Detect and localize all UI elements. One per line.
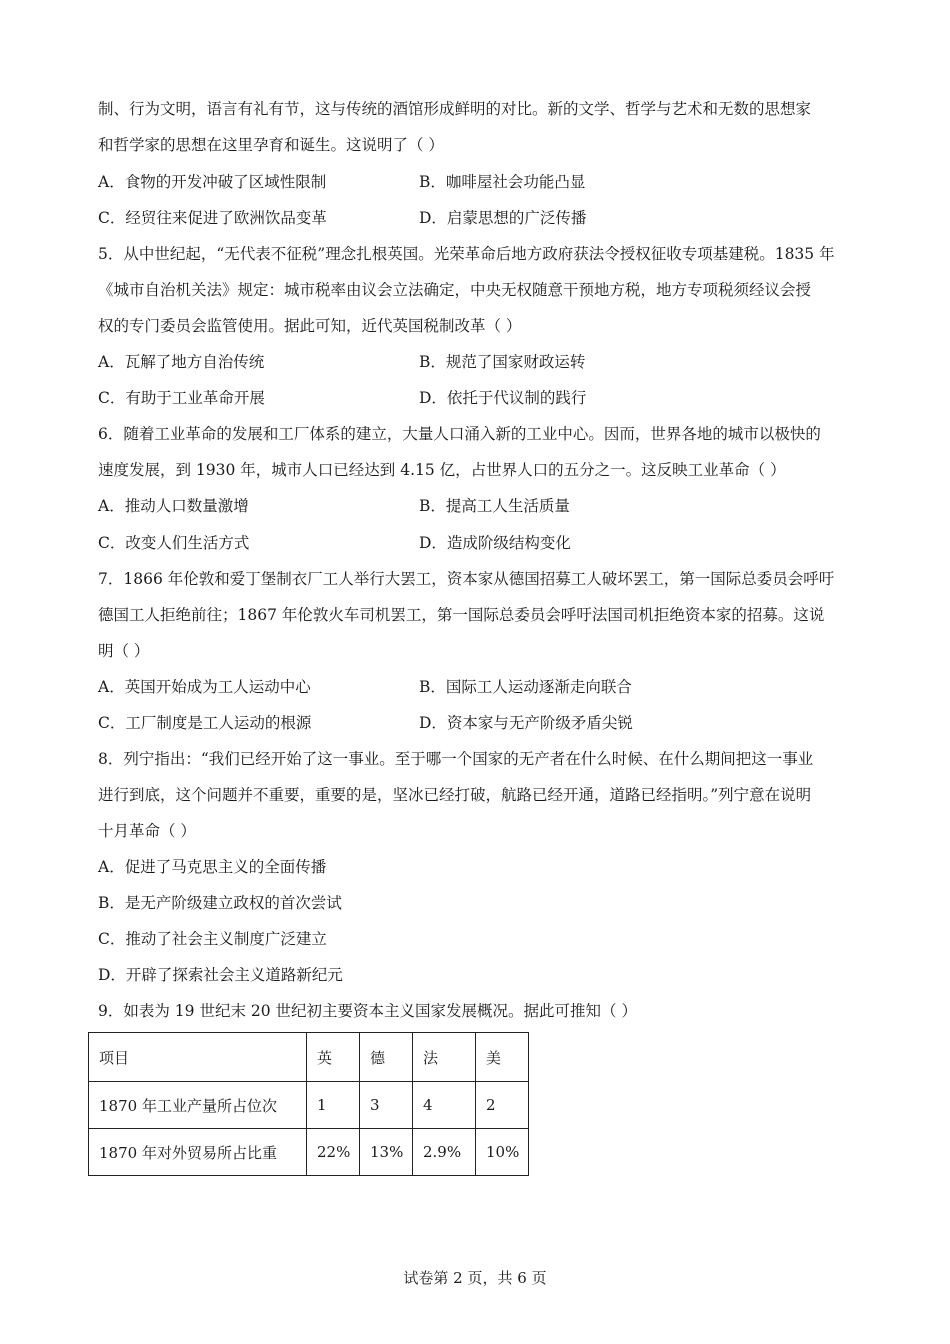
table-row bbox=[89, 1129, 529, 1176]
table-cell: 10% bbox=[476, 1129, 529, 1176]
q6-stem-line1: 6．随着工业革命的发展和工厂体系的建立，大量人口涌入新的工业中心。因而，世界各地的城市以极快的 bbox=[98, 425, 821, 443]
q7-stem-line1: 7．1866 年伦敦和爱丁堡制衣厂工人举行大罢工，资本家从德国招募工人破坏罢工，第一国际总委员会呼吁 bbox=[98, 570, 835, 588]
table-cell: 2 bbox=[476, 1082, 529, 1129]
table-cell: 1870 年对外贸易所占比重 bbox=[89, 1129, 307, 1176]
table-header-cell: 德 bbox=[360, 1033, 413, 1082]
q5-option-d: D．依托于代议制的践行 bbox=[419, 389, 587, 407]
q8-option-b: B．是无产阶级建立政权的首次尝试 bbox=[98, 894, 342, 912]
q6-stem-line2: 速度发展，到 1930 年，城市人口已经达到 4.15 亿，占世界人口的五分之一。这反映工业革命（ ） bbox=[98, 461, 786, 479]
q6-option-b: B．提高工人生活质量 bbox=[419, 497, 570, 515]
q5-option-a: A．瓦解了地方自治传统 bbox=[98, 353, 265, 371]
q7-option-d: D．资本家与无产阶级矛盾尖锐 bbox=[419, 714, 633, 732]
q4-option-c: C．经贸往来促进了欧洲饮品变革 bbox=[98, 209, 327, 227]
q5-option-b: B．规范了国家财政运转 bbox=[419, 353, 586, 371]
q9-data-table bbox=[88, 1032, 529, 1176]
table-header-row bbox=[89, 1033, 529, 1082]
q5-stem-line3: 权的专门委员会监管使用。据此可知，近代英国税制改革（ ） bbox=[98, 317, 522, 335]
q5-stem-line1: 5．从中世纪起，“无代表不征税”理念扎根英国。光荣革命后地方政府获法令授权征收专项基建税。1835 年 bbox=[98, 245, 835, 263]
table-header-cell: 美 bbox=[476, 1033, 529, 1082]
table-cell: 3 bbox=[360, 1082, 413, 1129]
q4-option-a: A．食物的开发冲破了区域性限制 bbox=[98, 173, 327, 191]
q7-stem-line2: 德国工人拒绝前往；1867 年伦敦火车司机罢工，第一国际总委员会呼吁法国司机拒绝资本家的招募。这说 bbox=[98, 606, 825, 624]
table-cell: 2.9% bbox=[413, 1129, 476, 1176]
q6-option-d: D．造成阶级结构变化 bbox=[419, 534, 571, 552]
q6-option-a: A．推动人口数量激增 bbox=[98, 497, 249, 515]
q8-option-d: D．开辟了探索社会主义道路新纪元 bbox=[98, 966, 343, 984]
table-cell: 22% bbox=[307, 1129, 360, 1176]
table-header-cell: 项目 bbox=[89, 1033, 307, 1082]
table-cell: 13% bbox=[360, 1129, 413, 1176]
q4-stem-line1: 制、行为文明，语言有礼有节，这与传统的酒馆形成鲜明的对比。新的文学、哲学与艺术和无数的思想家 bbox=[98, 100, 812, 118]
q6-option-c: C．改变人们生活方式 bbox=[98, 534, 250, 552]
q9-stem-line1: 9．如表为 19 世纪末 20 世纪初主要资本主义国家发展概况。据此可推知（ ） bbox=[98, 1002, 637, 1020]
q7-option-b: B．国际工人运动逐渐走向联合 bbox=[419, 678, 632, 696]
q8-option-c: C．推动了社会主义制度广泛建立 bbox=[98, 930, 327, 948]
q7-option-c: C．工厂制度是工人运动的根源 bbox=[98, 714, 312, 732]
q4-option-b: B．咖啡屋社会功能凸显 bbox=[419, 173, 586, 191]
q4-option-d: D．启蒙思想的广泛传播 bbox=[419, 209, 587, 227]
q8-stem-line3: 十月革命（ ） bbox=[98, 822, 196, 840]
table-cell: 1 bbox=[307, 1082, 360, 1129]
page-footer: 试卷第 2 页，共 6 页 bbox=[403, 1269, 547, 1287]
q7-stem-line3: 明（ ） bbox=[98, 642, 150, 660]
q7-option-a: A．英国开始成为工人运动中心 bbox=[98, 678, 311, 696]
table-cell: 1870 年工业产量所占位次 bbox=[89, 1082, 307, 1129]
q8-stem-line2: 进行到底，这个问题并不重要，重要的是，坚冰已经打破，航路已经开通，道路已经指明。”列宁意在说明 bbox=[98, 786, 812, 804]
q5-stem-line2: 《城市自治机关法》规定：城市税率由议会立法确定，中央无权随意干预地方税，地方专项税须经议会授 bbox=[98, 281, 812, 299]
q5-option-c: C．有助于工业革命开展 bbox=[98, 389, 265, 407]
q4-stem-line2: 和哲学家的思想在这里孕育和诞生。这说明了（ ） bbox=[98, 136, 444, 154]
q8-stem-line1: 8．列宁指出：“我们已经开始了这一事业。至于哪一个国家的无产者在什么时候、在什么期间把这一事业 bbox=[98, 750, 814, 768]
table-header-cell: 法 bbox=[413, 1033, 476, 1082]
table-cell: 4 bbox=[413, 1082, 476, 1129]
table-header-cell: 英 bbox=[307, 1033, 360, 1082]
table-row bbox=[89, 1082, 529, 1129]
q8-option-a: A．促进了马克思主义的全面传播 bbox=[98, 858, 327, 876]
